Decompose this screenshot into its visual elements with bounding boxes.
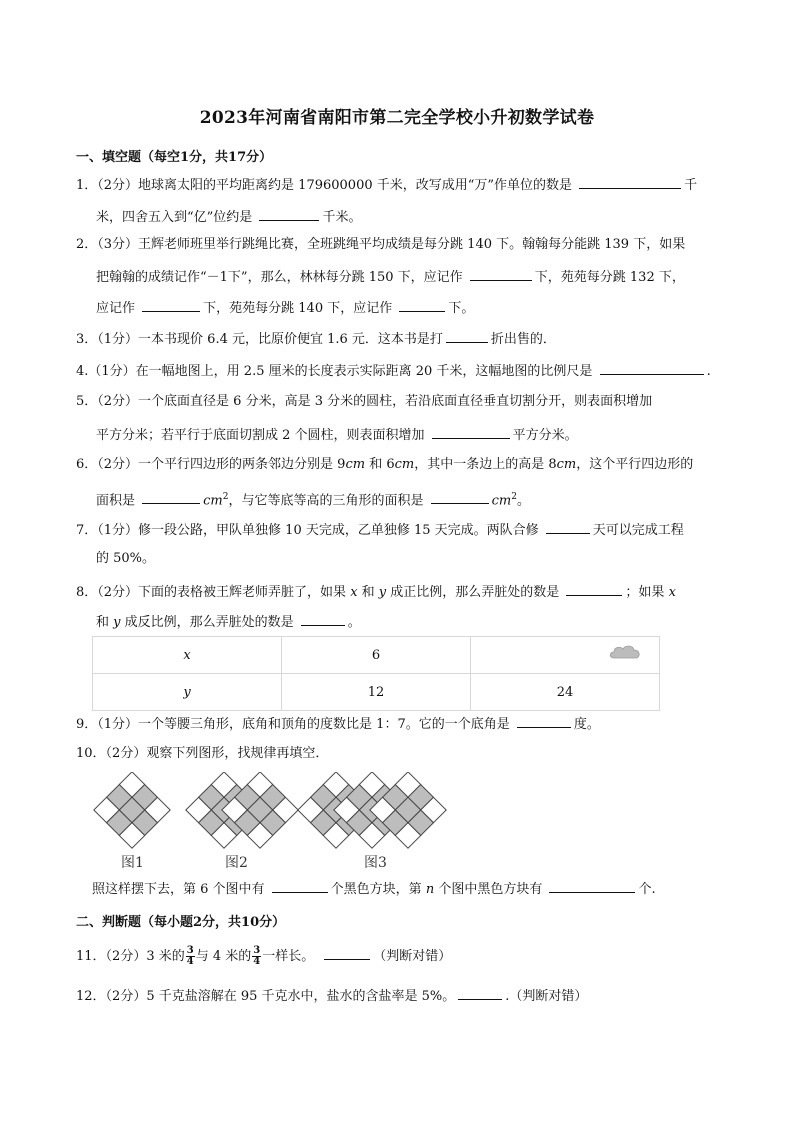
smudge-cell xyxy=(471,637,660,674)
question-5: 5．（2分）一个底面直径是 6 分米，高是 3 分米的圆柱，若沿底面直径垂直切割分开，则表面积增加 xyxy=(76,394,653,409)
table-cell: y xyxy=(93,674,282,711)
table-cell: 6 xyxy=(282,637,471,674)
table-cell: x xyxy=(93,637,282,674)
table-cell: 12 xyxy=(282,674,471,711)
question-12: 12．（2分）5 千克盐溶解在 95 千克水中，盐水的含盐率是 5%。 .（判断对错） xyxy=(76,986,587,1006)
answer-blank[interactable] xyxy=(432,425,510,439)
fraction-three-quarters: $\frac{3}{4}$ xyxy=(186,945,194,967)
answer-blank[interactable] xyxy=(470,267,532,281)
answer-blank[interactable] xyxy=(600,361,704,375)
question-1-cont: 米，四舍五入到“亿”位约是 千米。 xyxy=(96,207,361,227)
answer-blank[interactable] xyxy=(549,879,635,893)
answer-blank[interactable] xyxy=(324,946,370,960)
question-2-cont: 把翰翰的成绩记作“－1下”，那么，林林每分跳 150 下，应记作 下，苑苑每分跳 132 下， xyxy=(96,267,685,287)
answer-blank[interactable] xyxy=(458,986,502,1000)
answer-blank[interactable] xyxy=(259,207,319,221)
answer-blank[interactable] xyxy=(142,298,200,312)
section-1-heading: 一、填空题（每空1分，共17分） xyxy=(76,150,273,165)
answer-blank[interactable] xyxy=(517,714,571,728)
pattern-figures xyxy=(92,772,532,852)
table-cell: 24 xyxy=(471,674,660,711)
figure-3-diamond-pattern xyxy=(298,772,446,848)
question-6: 6．（2分）一个平行四边形的两条邻边分别是 9cm 和 6cm，其中一条边上的高是 8cm，这个平行四边形的 xyxy=(76,457,694,472)
answer-blank[interactable] xyxy=(446,329,488,343)
question-3: 3．（1分）一本书现价 6.4 元，比原价便宜 1.6 元．这本书是打 折出售的． xyxy=(76,329,556,349)
answer-blank[interactable] xyxy=(301,612,345,626)
question-7-cont: 的 50%。 xyxy=(96,551,156,566)
question-1: 1．（2分）地球离太阳的平均距离约是 179600000 千米，改写成用“万”作单位的数是 千 xyxy=(76,175,697,195)
question-7: 7．（1分）修一段公路，甲队单独修 10 天完成，乙单独修 15 天完成。两队合修 天可以完成工程 xyxy=(76,520,684,540)
answer-blank[interactable] xyxy=(431,490,489,504)
figure-2-diamond-pattern xyxy=(186,772,298,848)
page-title: 2023年河南省南阳市第二完全学校小升初数学试卷 xyxy=(199,108,595,128)
figure-2-label: 图2 xyxy=(225,855,248,871)
proportion-table xyxy=(92,636,660,711)
fraction-three-quarters: $\frac{3}{4}$ xyxy=(253,945,261,967)
question-11: 11．（2分）3 米的 $\frac{3}{4}$ 与 4 米的 $\frac{3}{4}$ 一样长。 （判断对错） xyxy=(76,945,452,967)
answer-blank[interactable] xyxy=(546,520,590,534)
answer-blank[interactable] xyxy=(272,879,328,893)
table-row xyxy=(93,637,660,674)
answer-blank[interactable] xyxy=(399,298,445,312)
figure-3-label: 图3 xyxy=(364,855,387,871)
answer-blank[interactable] xyxy=(566,582,622,596)
question-9: 9．（1分）一个等腰三角形，底角和顶角的度数比是 1：7。它的一个底角是 度。 xyxy=(76,714,600,734)
figure-1-label: 图1 xyxy=(121,855,144,871)
figure-1-diamond-pattern xyxy=(94,772,170,848)
answer-blank[interactable] xyxy=(142,490,200,504)
question-5-cont: 平方分米；若平行于底面切割成 2 个圆柱，则表面积增加 平方分米。 xyxy=(96,425,578,445)
answer-blank[interactable] xyxy=(579,175,681,189)
question-10: 10．（2分）观察下列图形，找规律再填空． xyxy=(76,746,329,761)
section-2-heading: 二、判断题（每小题2分，共10分） xyxy=(76,915,286,930)
question-10-cont: 照这样摆下去，第 6 个图中有 个黑色方块，第 n 个图中黑色方块有 个. xyxy=(92,879,656,899)
question-6-cont: 面积是 $cm^2$，与它等底等高的三角形的面积是 $cm^2$。 xyxy=(96,492,530,509)
question-8: 8．（2分）下面的表格被王辉老师弄脏了，如果 x 和 y 成正比例，那么弄脏处的数是 ；如果 x xyxy=(76,582,676,602)
smudge-cloud-icon xyxy=(608,643,642,663)
question-2-cont2: 应记作 下，苑苑每分跳 140 下，应记作 下。 xyxy=(96,298,474,318)
question-2: 2．（3分）王辉老师班里举行跳绳比赛，全班跳绳平均成绩是每分跳 140 下。翰翰每分能跳 139 下，如果 xyxy=(76,237,686,252)
question-4: 4.（1分）在一幅地图上，用 2.5 厘米的长度表示实际距离 20 千米，这幅地图的比例尺是 . xyxy=(76,361,711,381)
question-8-cont: 和 y 成反比例，那么弄脏处的数是 。 xyxy=(96,612,361,632)
table-row xyxy=(93,674,660,711)
